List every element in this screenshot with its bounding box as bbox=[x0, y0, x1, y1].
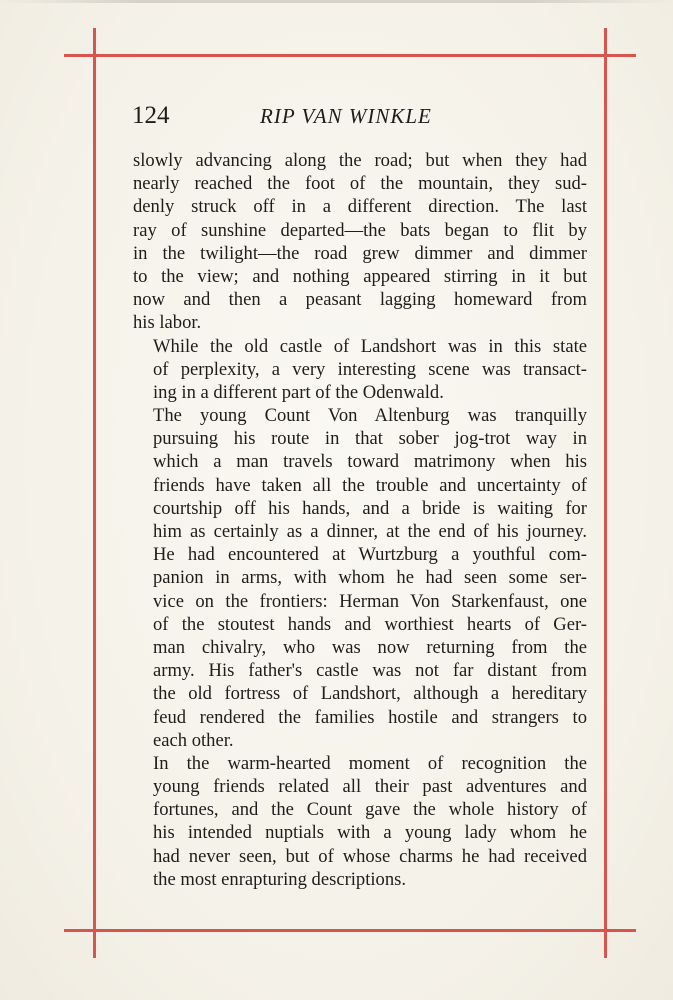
text-line: In the warm-hearted moment of recognition the bbox=[153, 752, 587, 774]
text-line: fortunes, and the Count gave the whole history of bbox=[153, 799, 587, 821]
paragraph bbox=[133, 149, 587, 335]
page-header bbox=[132, 100, 588, 136]
paragraph bbox=[133, 752, 587, 891]
text-line: man chivalry, who was now returning from the bbox=[153, 636, 587, 658]
text-line: ray of sunshine departed—the bats began to flit by bbox=[133, 219, 587, 241]
text-line: which a man travels toward matrimony when his bbox=[153, 451, 587, 473]
text-line: feud rendered the families hostile and strangers to bbox=[153, 706, 587, 728]
text-line: friends have taken all the trouble and uncertainty of bbox=[153, 474, 587, 496]
text-line: in the twilight—the road grew dimmer and dimmer bbox=[133, 242, 587, 264]
text-line: the old fortress of Landshort, although a hereditary bbox=[153, 683, 587, 705]
text-line: denly struck off in a different direction. The last bbox=[133, 196, 587, 218]
body-text bbox=[133, 149, 587, 891]
text-line: now and then a peasant lagging homeward from bbox=[133, 289, 587, 311]
running-head: RIP VAN WINKLE bbox=[260, 104, 432, 128]
frame-right-rule bbox=[604, 28, 607, 958]
text-line: young friends related all their past adventures and bbox=[153, 776, 587, 798]
page-top-edge bbox=[0, 0, 673, 3]
text-line: slowly advancing along the road; but when they had bbox=[133, 150, 587, 171]
text-line: pursuing his route in that sober jog-trot way in bbox=[153, 428, 587, 450]
text-line: The young Count Von Altenburg was tranquilly bbox=[153, 405, 587, 427]
text-line: courtship off his hands, and a bride is waiting for bbox=[153, 497, 587, 519]
text-line: of perplexity, a very interesting scene was transact- bbox=[153, 358, 587, 380]
text-line: his intended nuptials with a young lady whom he bbox=[153, 822, 587, 844]
frame-left-rule bbox=[93, 28, 96, 958]
page-number: 124 bbox=[132, 102, 170, 129]
paragraph bbox=[133, 404, 587, 752]
text-line: the most enrapturing descriptions. bbox=[153, 868, 407, 890]
text-line: vice on the frontiers: Herman Von Starkenfaust, one bbox=[153, 590, 587, 612]
text-line: each other. bbox=[153, 729, 234, 751]
text-line: to the view; and nothing appeared stirring in it but bbox=[133, 265, 587, 287]
text-line: While the old castle of Landshort was in this state bbox=[153, 335, 587, 357]
text-line: army. His father's castle was not far distant from bbox=[153, 660, 587, 682]
text-line: panion in arms, with whom he had seen some ser- bbox=[153, 567, 587, 589]
text-line: He had encountered at Wurtzburg a youthful com- bbox=[153, 544, 587, 566]
text-line: him as certainly as a dinner, at the end of his journey. bbox=[153, 521, 587, 542]
text-line: of the stoutest hands and worthiest hearts of Ger- bbox=[153, 613, 587, 635]
text-line: ing in a different part of the Odenwald. bbox=[153, 381, 444, 403]
frame-top-rule bbox=[64, 54, 636, 57]
paragraph bbox=[133, 335, 587, 405]
text-line: nearly reached the foot of the mountain, they sud- bbox=[133, 173, 587, 195]
frame-bottom-rule bbox=[64, 929, 636, 932]
text-line: had never seen, but of whose charms he had received bbox=[153, 845, 587, 867]
text-line: his labor. bbox=[133, 312, 202, 334]
